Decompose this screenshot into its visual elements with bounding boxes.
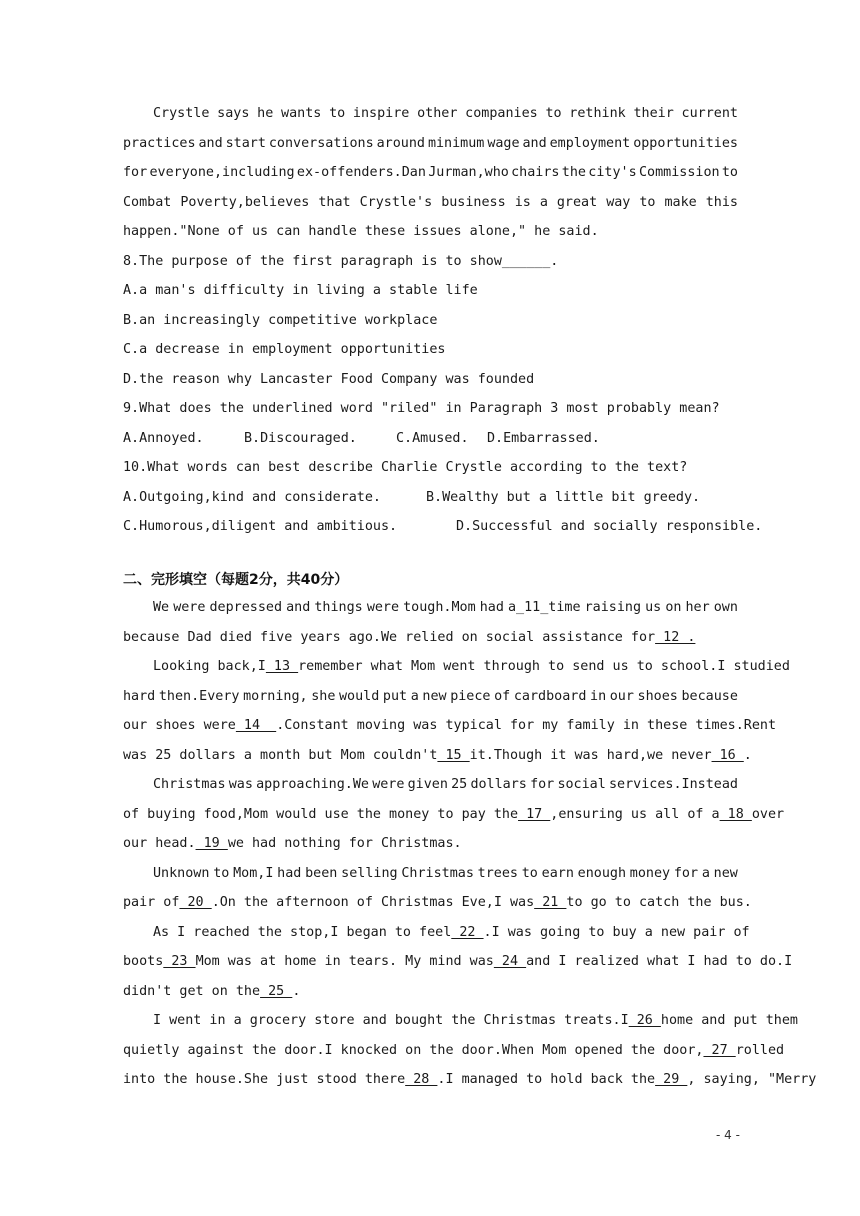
word: Jurman,who <box>428 165 509 180</box>
text-run: it.Though it was hard,we never <box>469 748 712 763</box>
cloze-line <box>153 864 738 884</box>
word: been <box>305 866 338 881</box>
text-run: our head. <box>123 836 196 851</box>
word: Poverty,believes <box>180 195 310 210</box>
blank-23: 23 <box>163 954 196 969</box>
text-run: .On the afternoon of Christmas Eve,I was <box>211 895 535 910</box>
word: wage <box>487 136 520 151</box>
word: everyone,including <box>149 165 295 180</box>
word: things <box>314 600 363 615</box>
text-run: quietly against the door.I knocked on the door.When Mom opened the door, <box>123 1043 704 1058</box>
word: tough.Mom <box>403 600 476 615</box>
word: make <box>664 195 697 210</box>
passage-line <box>123 163 738 183</box>
word: her <box>685 600 710 615</box>
word: their <box>633 106 674 121</box>
text-run: . <box>292 984 301 999</box>
word: this <box>705 195 738 210</box>
page-number: - 4 - <box>716 1128 740 1142</box>
passage-line <box>123 193 738 213</box>
cloze-line <box>123 834 462 854</box>
word: of <box>494 689 511 704</box>
word: Combat <box>123 195 172 210</box>
word: practices <box>123 136 196 151</box>
text-run: Looking back,I <box>153 659 266 674</box>
word: to <box>521 866 538 881</box>
word: and <box>286 600 311 615</box>
text-run: rolled <box>735 1043 785 1058</box>
word: on <box>665 600 682 615</box>
word: morning, <box>243 689 308 704</box>
word: had <box>277 866 302 881</box>
word: services.Instead <box>609 777 738 792</box>
blank-15: 15 <box>437 748 470 763</box>
section-heading: 二、完形填空（每题2分，共40分） <box>123 572 349 588</box>
word: would <box>339 689 380 704</box>
passage-line: happen."None of us can handle these issues alone," he said. <box>123 224 599 239</box>
word: Crystle's <box>359 195 433 210</box>
word: rethink <box>569 106 626 121</box>
text-run: . <box>743 748 752 763</box>
word: us <box>645 600 662 615</box>
word: ex-offenders.Dan <box>296 165 426 180</box>
word: to <box>721 165 738 180</box>
word: says <box>217 106 250 121</box>
cloze-line <box>153 598 738 618</box>
cloze-line <box>153 775 738 795</box>
text-run: Mom was at home in tears. My mind was <box>195 954 494 969</box>
cloze-line <box>123 952 793 972</box>
word: was <box>228 777 253 792</box>
cloze-line <box>123 628 695 648</box>
answer-option: B.Discouraged. <box>244 431 357 446</box>
word: new <box>713 866 738 881</box>
text-run: of buying food,Mom would use the money to pay the <box>123 807 519 822</box>
text-run: home and put them <box>660 1013 798 1028</box>
word: Mom,I <box>233 866 274 881</box>
word: depressed <box>209 600 283 615</box>
cloze-line <box>123 716 777 736</box>
word: money <box>629 866 671 881</box>
word: chairs <box>511 165 560 180</box>
blank-28: 28 <box>405 1072 438 1087</box>
text-run: remember what Mom went through to send us to school.I studied <box>298 659 790 674</box>
word: selling <box>341 866 398 881</box>
blank-20: 20 <box>179 895 212 910</box>
blank-12: 12 . <box>655 630 696 645</box>
word: piece <box>450 689 491 704</box>
word: companies <box>465 106 538 121</box>
answer-option: D.Successful and socially responsible. <box>456 519 763 534</box>
word: We <box>153 600 170 615</box>
word: were <box>173 600 206 615</box>
word: raising <box>584 600 642 615</box>
cloze-line <box>123 982 300 1002</box>
answer-option: A.Outgoing,kind and considerate. <box>123 490 381 505</box>
blank-13: 13 <box>265 659 299 674</box>
word: new <box>422 689 447 704</box>
word: a <box>539 195 548 210</box>
word: social <box>557 777 606 792</box>
answer-option: D.the reason why Lancaster Food Company was founded <box>123 372 535 387</box>
question-stem: 8.The purpose of the first paragraph is to show______. <box>123 254 559 269</box>
text-run: didn't get on the <box>123 984 261 999</box>
blank-22: 22 <box>451 925 484 940</box>
text-run: because Dad died five years ago.We relied on social assistance for <box>123 630 656 645</box>
word: a_11_time <box>508 600 581 615</box>
word: Commission <box>638 165 720 180</box>
word: earn <box>541 866 574 881</box>
word: inspire <box>352 106 410 121</box>
word: minimum <box>427 136 485 151</box>
word: enough <box>577 866 627 881</box>
word: the <box>561 165 586 180</box>
answer-option: B.an increasingly competitive workplace <box>123 313 438 328</box>
blank-14: 14 <box>235 718 277 733</box>
word: cardboard <box>513 689 587 704</box>
word: were <box>372 777 405 792</box>
passage-line <box>123 134 738 154</box>
word: for <box>123 165 148 180</box>
word: to <box>213 866 230 881</box>
word: Christmas <box>401 866 474 881</box>
question-stem: 10.What words can best describe Charlie Crystle according to the text? <box>123 460 688 475</box>
blank-29: 29 <box>655 1072 688 1087</box>
word: wants <box>281 106 322 121</box>
blank-24: 24 <box>493 954 527 969</box>
cloze-line <box>153 1011 798 1031</box>
word: trees <box>477 866 518 881</box>
word: to <box>545 106 562 121</box>
text-run: and I realized what I had to do.I <box>526 954 793 969</box>
answer-option: C.Amused. <box>396 431 469 446</box>
cloze-line <box>123 1041 785 1061</box>
word: great <box>556 195 598 210</box>
cloze-line <box>153 923 750 943</box>
word: were <box>366 600 400 615</box>
word: to <box>329 106 346 121</box>
word: for <box>530 777 555 792</box>
word: own <box>713 600 738 615</box>
text-run: pair of <box>123 895 180 910</box>
word: and <box>522 136 547 151</box>
answer-option: A.Annoyed. <box>123 431 204 446</box>
word: current <box>681 106 738 121</box>
text-run: into the house.She just stood there <box>123 1072 406 1087</box>
blank-17: 17 <box>518 807 551 822</box>
text-run: over <box>751 807 785 822</box>
word: start <box>225 136 266 151</box>
word: had <box>479 600 504 615</box>
word: around <box>376 136 425 151</box>
text-run: was 25 dollars a month but Mom couldn't <box>123 748 438 763</box>
cloze-line <box>123 893 752 913</box>
cloze-line <box>123 1070 817 1090</box>
text-run: to go to catch the bus. <box>566 895 752 910</box>
question-stem: 9.What does the underlined word "riled" in Paragraph 3 most probably mean? <box>123 401 720 416</box>
word: and <box>198 136 223 151</box>
blank-21: 21 <box>534 895 567 910</box>
blank-27: 27 <box>703 1043 736 1058</box>
word: a <box>701 866 710 881</box>
text-run: ,ensuring us all of a <box>550 807 720 822</box>
word: hard <box>123 689 156 704</box>
word: business <box>441 195 506 210</box>
cloze-line <box>123 746 752 766</box>
word: in <box>590 689 607 704</box>
blank-19: 19 <box>195 836 228 851</box>
word: conversations <box>268 136 374 151</box>
word: put <box>382 689 408 704</box>
word: opportunities <box>633 136 738 151</box>
word: because <box>681 689 738 704</box>
word: our <box>609 689 634 704</box>
text-run: boots <box>123 954 164 969</box>
text-run: .I was going to buy a new pair of <box>483 925 750 940</box>
text-run: .Constant moving was typical for my family in these times.Rent <box>276 718 777 733</box>
answer-option: D.Embarrassed. <box>487 431 600 446</box>
word: Crystle <box>153 106 210 121</box>
cloze-line <box>123 687 738 707</box>
word: way <box>606 195 631 210</box>
text-run: As I reached the stop,I began to feel <box>153 925 452 940</box>
answer-option: C.Humorous,diligent and ambitious. <box>123 519 398 534</box>
word: for <box>673 866 699 881</box>
word: Christmas <box>153 777 226 792</box>
text-run: , saying, "Merry <box>687 1072 817 1087</box>
word: shoes <box>637 689 678 704</box>
word: to <box>639 195 656 210</box>
word: he <box>257 106 274 121</box>
blank-26: 26 <box>628 1013 661 1028</box>
word: is <box>514 195 531 210</box>
cloze-line <box>153 657 790 677</box>
passage-line <box>153 104 738 124</box>
blank-25: 25 <box>260 984 293 999</box>
word: a <box>410 689 419 704</box>
word: given <box>407 777 448 792</box>
word: other <box>417 106 458 121</box>
text-run: .I managed to hold back the <box>437 1072 656 1087</box>
answer-option: A.a man's difficulty in living a stable life <box>123 283 478 298</box>
blank-16: 16 <box>711 748 744 763</box>
word: Unknown <box>153 866 210 881</box>
answer-option: B.Wealthy but a little bit greedy. <box>426 490 701 505</box>
text-run: we had nothing for Christmas. <box>227 836 462 851</box>
word: employment <box>549 136 631 151</box>
text-run: I went in a grocery store and bought the Christmas treats.I <box>153 1013 629 1028</box>
blank-18: 18 <box>719 807 752 822</box>
word: then.Every <box>158 689 240 704</box>
word: dollars <box>470 777 527 792</box>
word: that <box>318 195 351 210</box>
text-run: our shoes were <box>123 718 236 733</box>
word: 25 <box>451 777 468 792</box>
word: she <box>311 689 336 704</box>
word: city's <box>588 165 637 180</box>
cloze-line <box>123 805 785 825</box>
word: approaching.We <box>256 777 369 792</box>
answer-option: C.a decrease in employment opportunities <box>123 342 446 357</box>
